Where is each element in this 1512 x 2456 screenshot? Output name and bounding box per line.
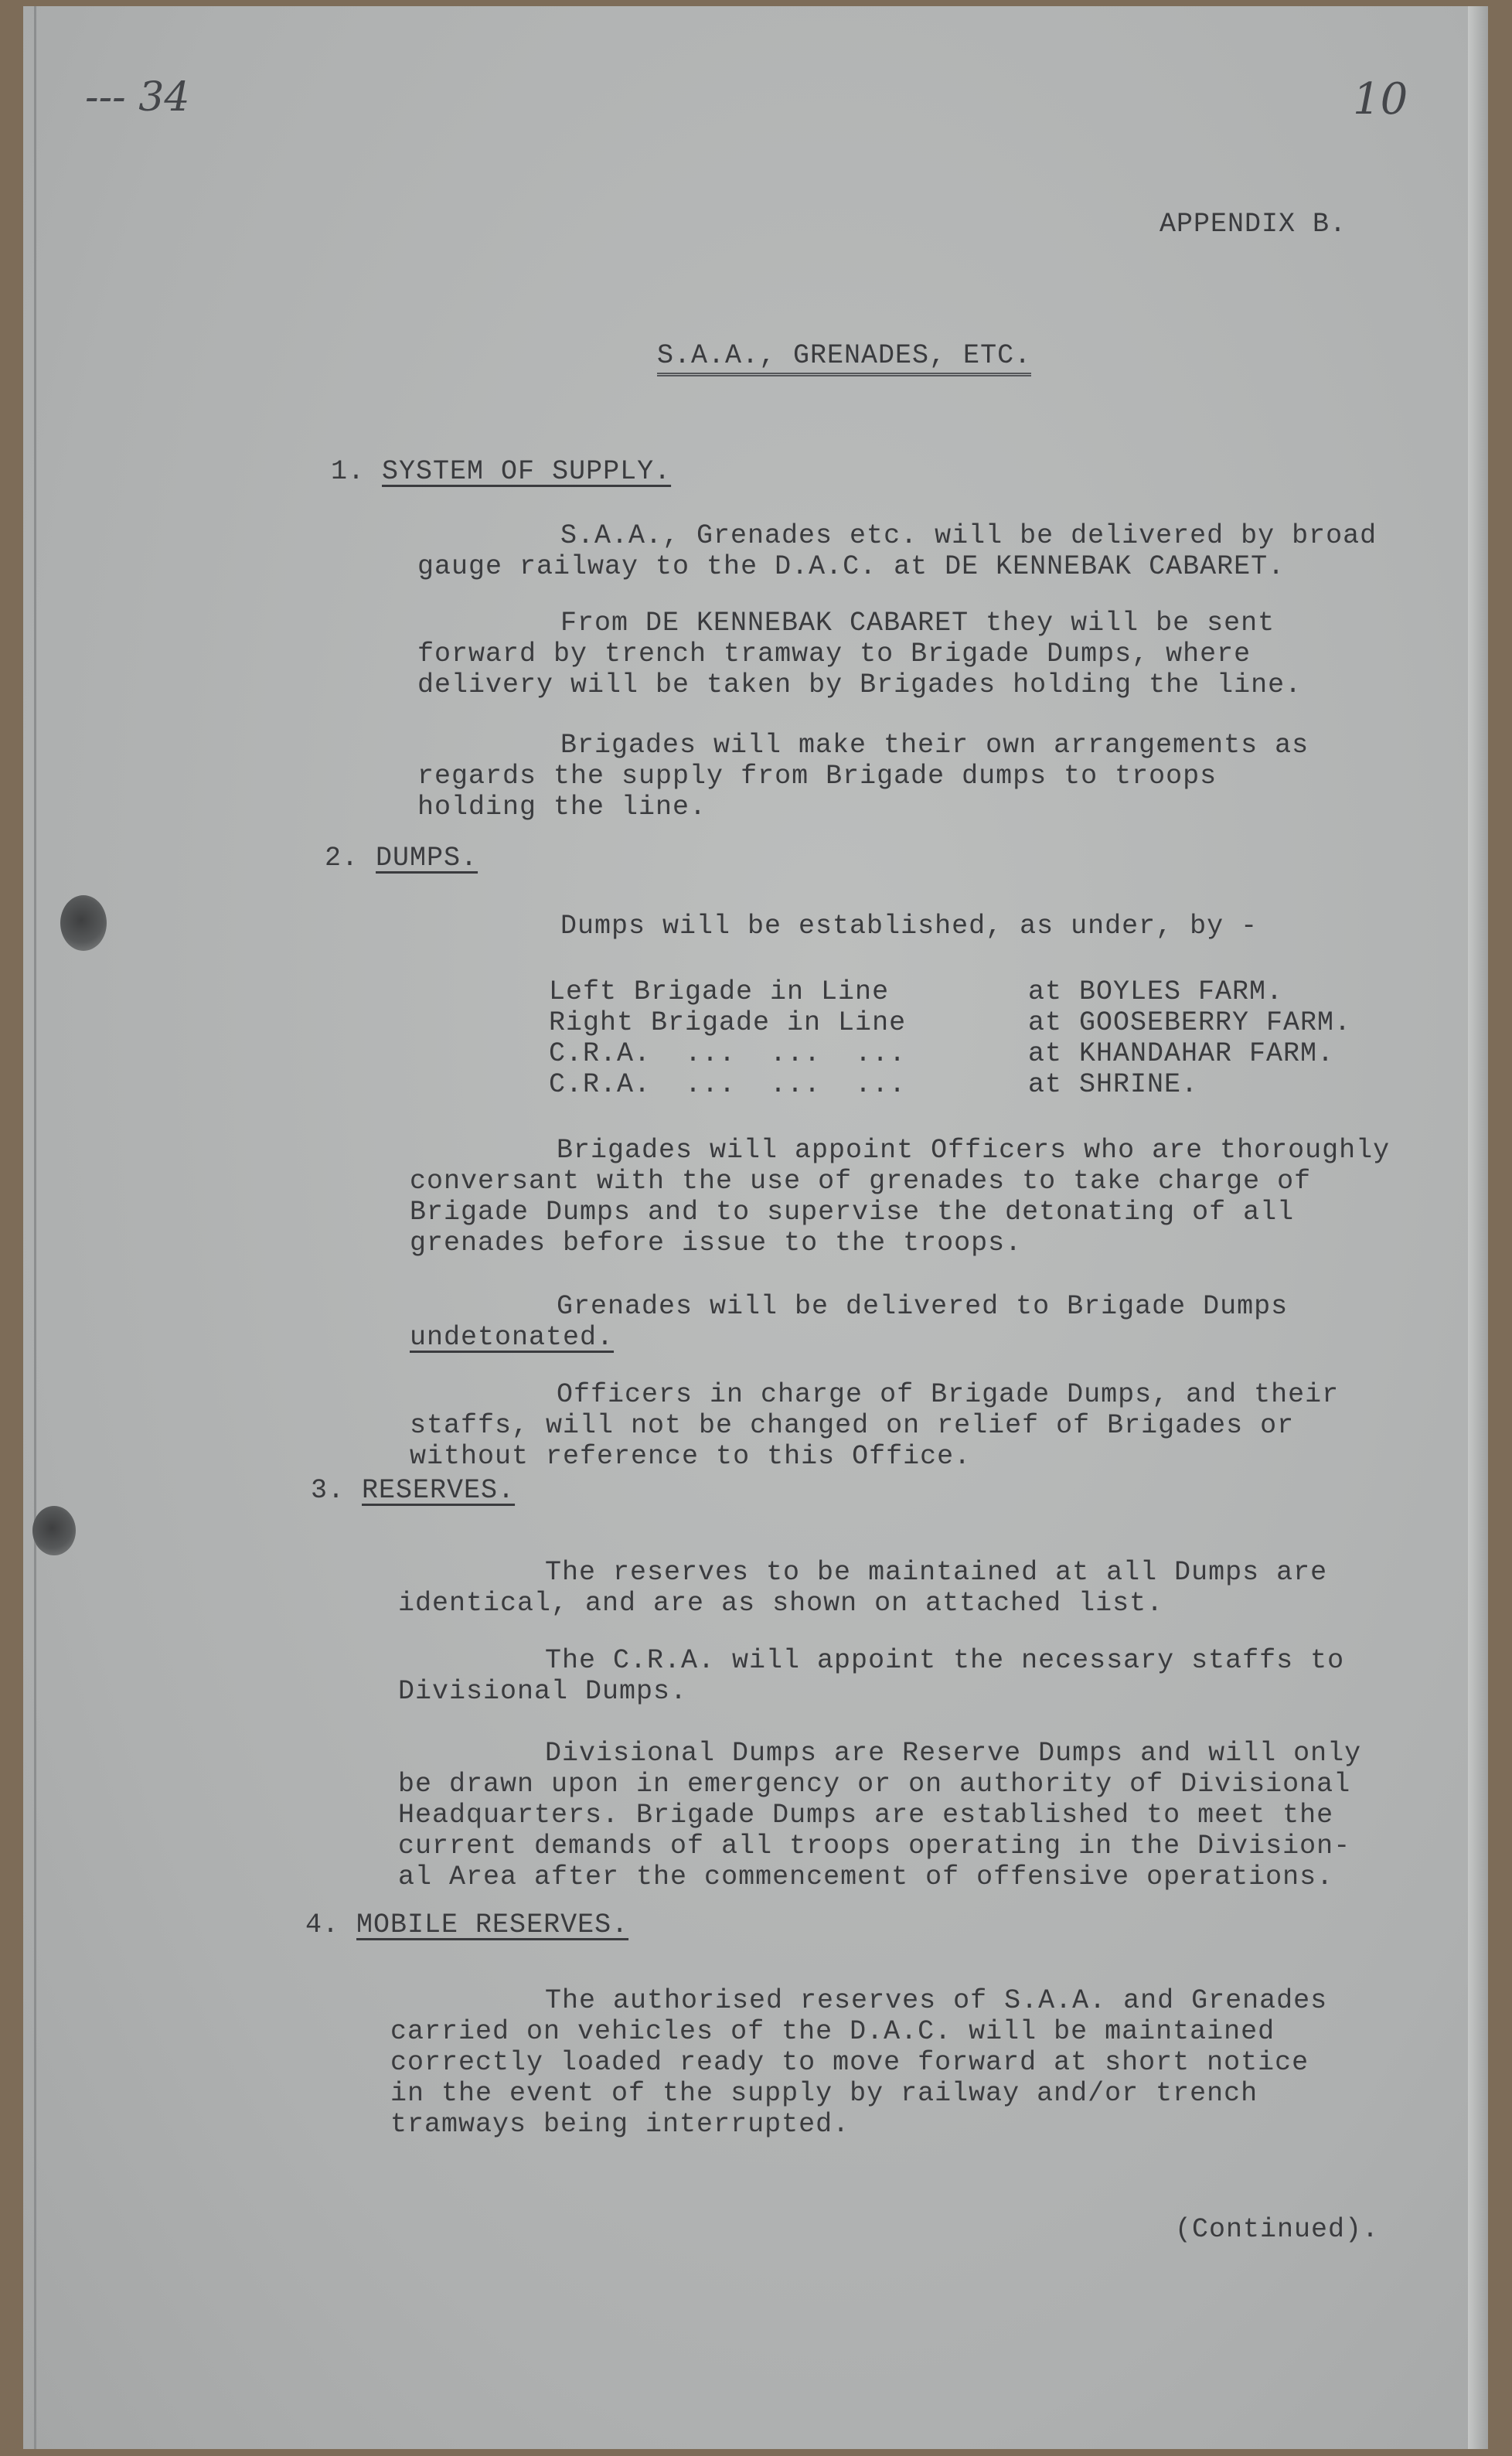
binder-line xyxy=(34,6,36,2449)
section-3-heading: 3. RESERVES. xyxy=(311,1475,516,1506)
dump-row: Right Brigade in Line at GOOSEBERRY FARM. xyxy=(549,1007,1352,1038)
section-4-heading: 4. MOBILE RESERVES. xyxy=(305,1909,629,1940)
dump-row: C.R.A. ... ... ... at KHANDAHAR FARM. xyxy=(549,1038,1335,1069)
section-2-paragraph-3: Officers in charge of Brigade Dumps, and their staffs, will not be changed on relief of Brigades or without reference to this Office. xyxy=(410,1379,1340,1472)
section-1-heading: 1. SYSTEM OF SUPPLY. xyxy=(331,456,672,487)
section-2-paragraph-1: Brigades will appoint Officers who are thoroughly conversant with the use of grenades to take charge of Brigade Dumps and to supervise the detonating of all grenades before issue to the troops. xyxy=(410,1135,1391,1259)
page-edge xyxy=(1468,6,1488,2449)
punch-hole-lower xyxy=(32,1506,76,1555)
handwritten-folio-number: 10 xyxy=(1353,74,1408,124)
section-2-paragraph-2: Grenades will be delivered to Brigade Dumps undetonated. xyxy=(410,1291,1289,1353)
section-2-heading: 2. DUMPS. xyxy=(325,843,478,874)
section-1-paragraph-2: From DE KENNEBAK CABARET they will be sent forward by trench tramway to Brigade Dumps, where delivery will be taken by Brigades holding the line. xyxy=(417,608,1303,700)
section-3-paragraph-3: Divisional Dumps are Reserve Dumps and will only be drawn upon in emergency or on authority of Divisional Headquarters. Brigade Dumps are established to meet the current demands of all troops operating in the Division- al Area after the commencement of offensive operations. xyxy=(398,1738,1362,1892)
section-1-paragraph-3: Brigades will make their own arrangements as regards the supply from Brigade dumps to troops holding the line. xyxy=(417,730,1309,823)
section-3-paragraph-2: The C.R.A. will appoint the necessary staffs to Divisional Dumps. xyxy=(398,1645,1345,1707)
dump-row: C.R.A. ... ... ... at SHRINE. xyxy=(549,1069,1199,1100)
section-2-intro: Dumps will be established, as under, by - xyxy=(560,911,1258,942)
appendix-label: APPENDIX B. xyxy=(1160,209,1347,240)
document-title: S.A.A., GRENADES, ETC. xyxy=(657,340,1031,376)
undetonated-emphasis: undetonated. xyxy=(410,1322,615,1353)
section-3-paragraph-1: The reserves to be maintained at all Dumps are identical, and are as shown on attached list. xyxy=(398,1557,1328,1619)
section-4-paragraph-1: The authorised reserves of S.A.A. and Grenades carried on vehicles of the D.A.C. will be maintained correctly loaded ready to move forward at short notice in the event of the supply by railway and/or trench tramways being interrupted. xyxy=(390,1985,1328,2140)
section-1-paragraph-1: S.A.A., Grenades etc. will be delivered by broad gauge railway to the D.A.C. at DE KENNEBAK CABARET. xyxy=(417,520,1377,582)
dump-row: Left Brigade in Line at BOYLES FARM. xyxy=(549,976,1284,1007)
punch-hole-upper xyxy=(60,895,107,951)
document-page xyxy=(23,6,1488,2449)
continued-footer: (Continued). xyxy=(1175,2214,1380,2245)
dump-location-list xyxy=(549,976,1351,1100)
handwritten-page-note: --- 34 xyxy=(85,74,190,121)
